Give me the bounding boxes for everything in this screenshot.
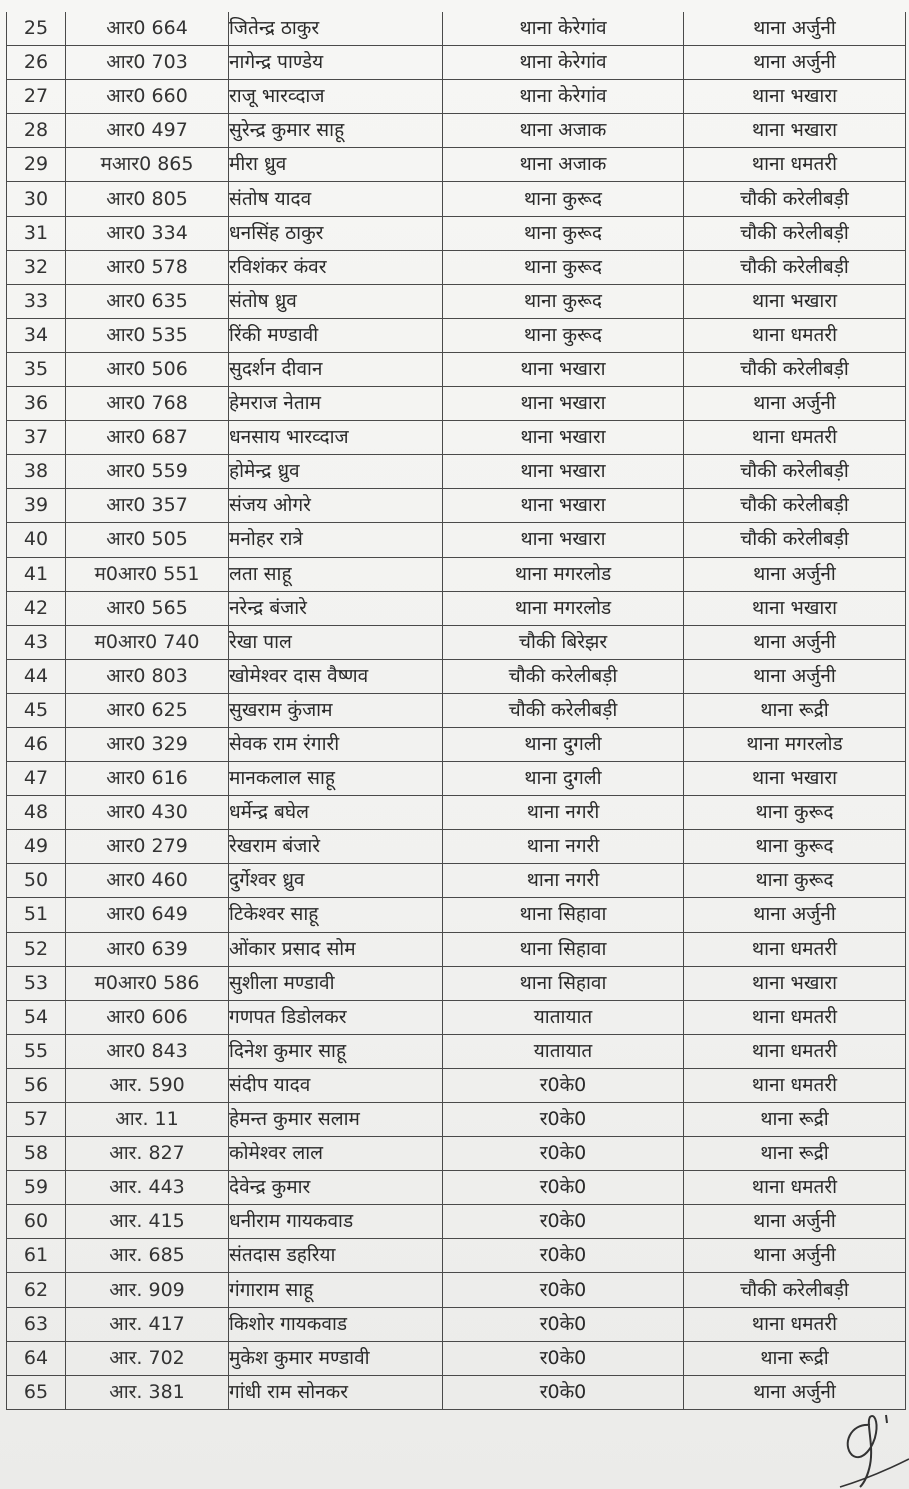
employee-name: नरेन्द्र बंजारे [229, 591, 443, 625]
new-posting: थाना भखारा [684, 284, 906, 318]
serial-number: 55 [7, 1034, 66, 1068]
serial-number: 49 [7, 830, 66, 864]
employee-name: रेखा पाल [229, 625, 443, 659]
table-row [7, 591, 906, 625]
table-row [7, 284, 906, 318]
serial-number: 43 [7, 625, 66, 659]
new-posting: थाना भखारा [684, 591, 906, 625]
badge-number: आर0 843 [66, 1034, 229, 1068]
table-row [7, 352, 906, 386]
badge-number: आर0 616 [66, 762, 229, 796]
serial-number: 30 [7, 182, 66, 216]
employee-name: जितेन्द्र ठाकुर [229, 12, 443, 46]
new-posting: थाना धमतरी [684, 148, 906, 182]
employee-name: रिंकी मण्डावी [229, 318, 443, 352]
serial-number: 45 [7, 693, 66, 727]
serial-number: 37 [7, 421, 66, 455]
employee-name: हेमन्त कुमार सलाम [229, 1103, 443, 1137]
employee-name: धर्मेन्द्र बघेल [229, 796, 443, 830]
table-row [7, 1341, 906, 1375]
serial-number: 56 [7, 1068, 66, 1102]
employee-name: संतोष यादव [229, 182, 443, 216]
employee-name: गणपत डिडोलकर [229, 1000, 443, 1034]
current-posting: थाना दुगली [443, 727, 684, 761]
badge-number: आर0 334 [66, 216, 229, 250]
table-row [7, 864, 906, 898]
badge-number: आर. 685 [66, 1239, 229, 1273]
badge-number: आर0 535 [66, 318, 229, 352]
badge-number: आर0 497 [66, 114, 229, 148]
current-posting: थाना भखारा [443, 489, 684, 523]
serial-number: 44 [7, 659, 66, 693]
current-posting: थाना सिहावा [443, 966, 684, 1000]
table-row [7, 762, 906, 796]
serial-number: 34 [7, 318, 66, 352]
new-posting: थाना कुरूद [684, 796, 906, 830]
employee-name: किशोर गायकवाड [229, 1307, 443, 1341]
employee-name: टिकेश्वर साहू [229, 898, 443, 932]
serial-number: 60 [7, 1205, 66, 1239]
table-row [7, 46, 906, 80]
badge-number: आर0 703 [66, 46, 229, 80]
serial-number: 52 [7, 932, 66, 966]
new-posting: थाना भखारा [684, 114, 906, 148]
current-posting: थाना भखारा [443, 387, 684, 421]
new-posting: चौकी करेलीबड़ी [684, 182, 906, 216]
table-row [7, 659, 906, 693]
new-posting: थाना रूद्री [684, 1103, 906, 1137]
new-posting: थाना धमतरी [684, 1000, 906, 1034]
new-posting: थाना अर्जुनी [684, 46, 906, 80]
serial-number: 39 [7, 489, 66, 523]
serial-number: 51 [7, 898, 66, 932]
badge-number: आर0 625 [66, 693, 229, 727]
current-posting: थाना नगरी [443, 796, 684, 830]
employee-name: मनोहर रात्रे [229, 523, 443, 557]
new-posting: थाना रूद्री [684, 693, 906, 727]
serial-number: 29 [7, 148, 66, 182]
table-body [7, 12, 906, 1409]
current-posting: थाना अजाक [443, 114, 684, 148]
badge-number: आर0 559 [66, 455, 229, 489]
table-row [7, 1375, 906, 1409]
new-posting: थाना मगरलोड [684, 727, 906, 761]
table-row [7, 318, 906, 352]
badge-number: आर0 805 [66, 182, 229, 216]
new-posting: थाना अर्जुनी [684, 1375, 906, 1409]
current-posting: चौकी करेलीबड़ी [443, 659, 684, 693]
table-row [7, 693, 906, 727]
badge-number: आर0 635 [66, 284, 229, 318]
serial-number: 54 [7, 1000, 66, 1034]
serial-number: 35 [7, 352, 66, 386]
new-posting: थाना रूद्री [684, 1341, 906, 1375]
employee-name: मीरा ध्रुव [229, 148, 443, 182]
new-posting: थाना भखारा [684, 80, 906, 114]
table-row [7, 898, 906, 932]
new-posting: चौकी करेलीबड़ी [684, 1273, 906, 1307]
badge-number: मआर0 865 [66, 148, 229, 182]
new-posting: थाना अर्जुनी [684, 625, 906, 659]
table-row [7, 421, 906, 455]
serial-number: 36 [7, 387, 66, 421]
employee-name: सुरेन्द्र कुमार साहू [229, 114, 443, 148]
serial-number: 50 [7, 864, 66, 898]
employee-name: देवेन्द्र कुमार [229, 1171, 443, 1205]
employee-name: गंगाराम साहू [229, 1273, 443, 1307]
table-row [7, 830, 906, 864]
new-posting: चौकी करेलीबड़ी [684, 455, 906, 489]
table-row [7, 1137, 906, 1171]
table-row [7, 625, 906, 659]
table-row [7, 1000, 906, 1034]
badge-number: म0आर0 586 [66, 966, 229, 1000]
badge-number: आर0 606 [66, 1000, 229, 1034]
current-posting: र0के0 [443, 1068, 684, 1102]
serial-number: 62 [7, 1273, 66, 1307]
current-posting: थाना कुरूद [443, 182, 684, 216]
current-posting: थाना मगरलोड [443, 557, 684, 591]
new-posting: चौकी करेलीबड़ी [684, 352, 906, 386]
current-posting: थाना भखारा [443, 455, 684, 489]
serial-number: 64 [7, 1341, 66, 1375]
current-posting: र0के0 [443, 1341, 684, 1375]
employee-name: गांधी राम सोनकर [229, 1375, 443, 1409]
current-posting: थाना केरेगांव [443, 46, 684, 80]
serial-number: 61 [7, 1239, 66, 1273]
new-posting: थाना अर्जुनी [684, 898, 906, 932]
employee-name: संदीप यादव [229, 1068, 443, 1102]
table-row [7, 216, 906, 250]
badge-number: आर. 827 [66, 1137, 229, 1171]
badge-number: आर0 460 [66, 864, 229, 898]
table-row [7, 1068, 906, 1102]
serial-number: 47 [7, 762, 66, 796]
table-row [7, 1171, 906, 1205]
badge-number: आर0 687 [66, 421, 229, 455]
employee-name: लता साहू [229, 557, 443, 591]
new-posting: थाना भखारा [684, 762, 906, 796]
current-posting: थाना केरेगांव [443, 80, 684, 114]
table-row [7, 80, 906, 114]
badge-number: आर0 357 [66, 489, 229, 523]
badge-number: आर. 590 [66, 1068, 229, 1102]
current-posting: थाना सिहावा [443, 898, 684, 932]
employee-name: खोमेश्वर दास वैष्णव [229, 659, 443, 693]
employee-name: रविशंकर कंवर [229, 250, 443, 284]
badge-number: आर0 505 [66, 523, 229, 557]
signature-mark [830, 1395, 909, 1489]
new-posting: थाना धमतरी [684, 1307, 906, 1341]
table-row [7, 1307, 906, 1341]
table-row [7, 557, 906, 591]
new-posting: थाना अर्जुनी [684, 387, 906, 421]
badge-number: आर. 381 [66, 1375, 229, 1409]
serial-number: 38 [7, 455, 66, 489]
badge-number: म0आर0 740 [66, 625, 229, 659]
serial-number: 48 [7, 796, 66, 830]
badge-number: आर. 702 [66, 1341, 229, 1375]
table-row [7, 1273, 906, 1307]
employee-name: होमेन्द्र ध्रुव [229, 455, 443, 489]
employee-name: मानकलाल साहू [229, 762, 443, 796]
employee-name: संतदास डहरिया [229, 1239, 443, 1273]
new-posting: चौकी करेलीबड़ी [684, 523, 906, 557]
serial-number: 42 [7, 591, 66, 625]
table-row [7, 727, 906, 761]
employee-name: कोमेश्वर लाल [229, 1137, 443, 1171]
employee-name: हेमराज नेताम [229, 387, 443, 421]
new-posting: थाना धमतरी [684, 932, 906, 966]
employee-name: रेखराम बंजारे [229, 830, 443, 864]
table-row [7, 12, 906, 46]
new-posting: थाना भखारा [684, 966, 906, 1000]
table-row [7, 1034, 906, 1068]
new-posting: थाना अर्जुनी [684, 12, 906, 46]
current-posting: थाना भखारा [443, 523, 684, 557]
badge-number: आर0 329 [66, 727, 229, 761]
table-row [7, 796, 906, 830]
badge-number: आर0 768 [66, 387, 229, 421]
badge-number: आर. 909 [66, 1273, 229, 1307]
current-posting: थाना मगरलोड [443, 591, 684, 625]
current-posting: थाना नगरी [443, 864, 684, 898]
current-posting: र0के0 [443, 1103, 684, 1137]
table-row [7, 1239, 906, 1273]
employee-name: दुर्गेश्वर ध्रुव [229, 864, 443, 898]
serial-number: 58 [7, 1137, 66, 1171]
badge-number: आर0 639 [66, 932, 229, 966]
new-posting: थाना धमतरी [684, 421, 906, 455]
current-posting: र0के0 [443, 1137, 684, 1171]
table-row [7, 387, 906, 421]
current-posting: यातायात [443, 1034, 684, 1068]
serial-number: 31 [7, 216, 66, 250]
employee-name: धनसिंह ठाकुर [229, 216, 443, 250]
badge-number: म0आर0 551 [66, 557, 229, 591]
table-row [7, 148, 906, 182]
badge-number: आर0 279 [66, 830, 229, 864]
current-posting: थाना भखारा [443, 352, 684, 386]
employee-name: नागेन्द्र पाण्डेय [229, 46, 443, 80]
current-posting: र0के0 [443, 1307, 684, 1341]
badge-number: आर0 565 [66, 591, 229, 625]
employee-name: सुखराम कुंजाम [229, 693, 443, 727]
badge-number: आर0 506 [66, 352, 229, 386]
current-posting: थाना कुरूद [443, 216, 684, 250]
badge-number: आर0 578 [66, 250, 229, 284]
table-row [7, 489, 906, 523]
current-posting: थाना भखारा [443, 421, 684, 455]
badge-number: आर0 660 [66, 80, 229, 114]
table-row [7, 455, 906, 489]
current-posting: थाना अजाक [443, 148, 684, 182]
table-row [7, 114, 906, 148]
table-row [7, 250, 906, 284]
employee-name: राजू भारव्दाज [229, 80, 443, 114]
current-posting: थाना कुरूद [443, 318, 684, 352]
serial-number: 27 [7, 80, 66, 114]
current-posting: थाना कुरूद [443, 250, 684, 284]
new-posting: चौकी करेलीबड़ी [684, 216, 906, 250]
badge-number: आर0 649 [66, 898, 229, 932]
serial-number: 59 [7, 1171, 66, 1205]
employee-name: संतोष ध्रुव [229, 284, 443, 318]
current-posting: चौकी करेलीबड़ी [443, 693, 684, 727]
current-posting: थाना केरेगांव [443, 12, 684, 46]
new-posting: थाना रूद्री [684, 1137, 906, 1171]
current-posting: थाना दुगली [443, 762, 684, 796]
serial-number: 53 [7, 966, 66, 1000]
table-row [7, 966, 906, 1000]
new-posting: थाना धमतरी [684, 1068, 906, 1102]
badge-number: आर0 430 [66, 796, 229, 830]
employee-name: संजय ओगरे [229, 489, 443, 523]
new-posting: थाना अर्जुनी [684, 557, 906, 591]
employee-name: सुदर्शन दीवान [229, 352, 443, 386]
current-posting: र0के0 [443, 1239, 684, 1273]
serial-number: 46 [7, 727, 66, 761]
employee-name: ओंकार प्रसाद सोम [229, 932, 443, 966]
table-row [7, 1103, 906, 1137]
current-posting: थाना कुरूद [443, 284, 684, 318]
current-posting: र0के0 [443, 1171, 684, 1205]
new-posting: थाना कुरूद [684, 864, 906, 898]
employee-name: धनीराम गायकवाड [229, 1205, 443, 1239]
new-posting: थाना धमतरी [684, 318, 906, 352]
transfer-table [6, 12, 906, 1410]
table-row [7, 932, 906, 966]
new-posting: थाना कुरूद [684, 830, 906, 864]
current-posting: थाना सिहावा [443, 932, 684, 966]
table-row [7, 523, 906, 557]
serial-number: 28 [7, 114, 66, 148]
serial-number: 63 [7, 1307, 66, 1341]
serial-number: 41 [7, 557, 66, 591]
badge-number: आर. 417 [66, 1307, 229, 1341]
employee-name: धनसाय भारव्दाज [229, 421, 443, 455]
table-row [7, 182, 906, 216]
serial-number: 57 [7, 1103, 66, 1137]
badge-number: आर. 415 [66, 1205, 229, 1239]
employee-name: सुशीला मण्डावी [229, 966, 443, 1000]
new-posting: चौकी करेलीबड़ी [684, 489, 906, 523]
badge-number: आर. 443 [66, 1171, 229, 1205]
current-posting: चौकी बिरेझर [443, 625, 684, 659]
current-posting: यातायात [443, 1000, 684, 1034]
serial-number: 32 [7, 250, 66, 284]
employee-name: दिनेश कुमार साहू [229, 1034, 443, 1068]
badge-number: आर0 803 [66, 659, 229, 693]
new-posting: थाना धमतरी [684, 1171, 906, 1205]
new-posting: थाना अर्जुनी [684, 1205, 906, 1239]
employee-name: सेवक राम रंगारी [229, 727, 443, 761]
new-posting: थाना अर्जुनी [684, 1239, 906, 1273]
current-posting: र0के0 [443, 1375, 684, 1409]
new-posting: चौकी करेलीबड़ी [684, 250, 906, 284]
serial-number: 25 [7, 12, 66, 46]
current-posting: र0के0 [443, 1205, 684, 1239]
new-posting: थाना अर्जुनी [684, 659, 906, 693]
current-posting: र0के0 [443, 1273, 684, 1307]
current-posting: थाना नगरी [443, 830, 684, 864]
employee-name: मुकेश कुमार मण्डावी [229, 1341, 443, 1375]
serial-number: 40 [7, 523, 66, 557]
badge-number: आर0 664 [66, 12, 229, 46]
serial-number: 65 [7, 1375, 66, 1409]
new-posting: थाना धमतरी [684, 1034, 906, 1068]
badge-number: आर. 11 [66, 1103, 229, 1137]
serial-number: 33 [7, 284, 66, 318]
serial-number: 26 [7, 46, 66, 80]
table-row [7, 1205, 906, 1239]
